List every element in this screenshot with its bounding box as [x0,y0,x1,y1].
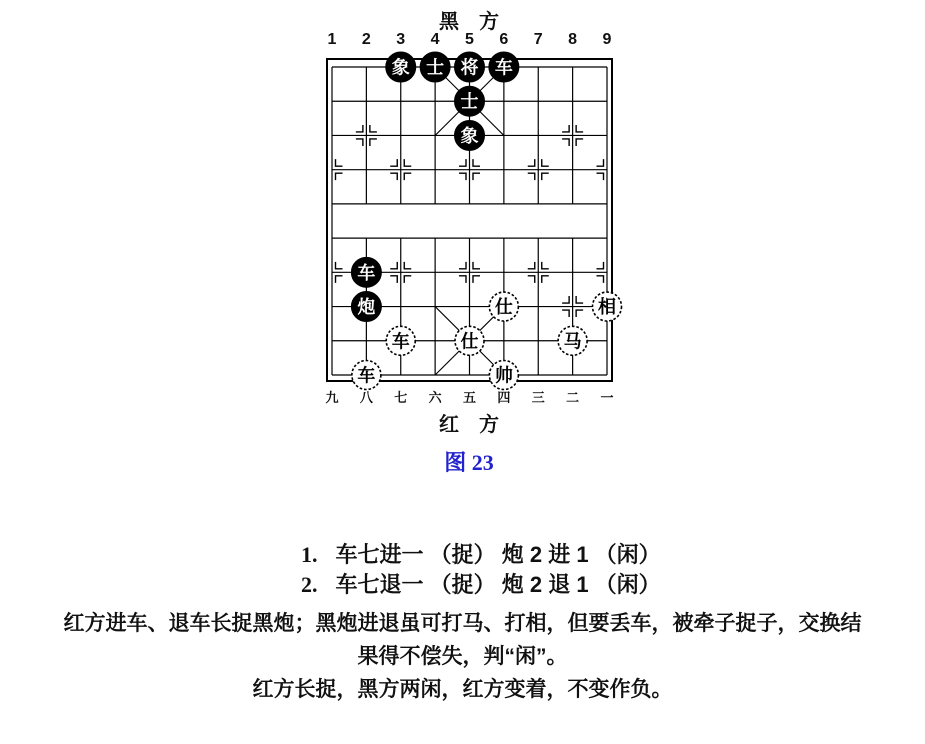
piece-black-elephant [455,120,485,150]
svg-text:车: 车 [357,262,376,283]
black-side-label: 黑 方 [439,11,499,33]
svg-text:相: 相 [598,297,616,318]
commentary-line: 红方进车、退车长捉黑炮；黑炮进退虽可打马、打相，但要丢车，被牵子捉子，交换结 [63,612,862,635]
move-number: 2. [301,572,318,597]
svg-text:车: 车 [391,331,410,352]
piece-black-elephant [386,52,416,82]
column-number: 五 [462,390,476,405]
column-number: 8 [568,31,578,48]
svg-text:车: 车 [494,57,513,78]
figure-caption: 图 23 [444,450,494,475]
piece-red-horse [558,326,587,355]
column-numbers-bottom [322,387,617,406]
column-number: 八 [359,390,373,405]
move-line [0,510,925,567]
svg-text:象: 象 [391,57,410,78]
piece-red-chariot [386,326,415,355]
piece-red-advisor [455,326,484,355]
svg-text:将: 将 [460,57,479,78]
piece-red-general [489,360,518,389]
svg-text:士: 士 [426,57,445,78]
piece-black-advisor [420,52,450,82]
move-text: 车七进一 （捉） 炮 2 进 1 （闲） [335,542,661,567]
piece-black-advisor [455,86,485,116]
column-number: 5 [465,31,474,48]
column-number: 一 [600,390,614,405]
piece-red-elephant [593,292,622,321]
commentary-line: 果得不偿失，判“闲”。 [357,645,568,668]
column-number: 九 [325,390,339,405]
column-number: 三 [531,390,545,405]
column-numbers-top [322,31,617,49]
column-number: 9 [602,31,612,48]
piece-red-advisor [489,292,518,321]
svg-text:士: 士 [460,91,479,112]
column-number: 二 [566,390,580,405]
svg-text:象: 象 [460,125,479,146]
piece-black-general [455,52,485,82]
svg-text:炮: 炮 [357,297,376,318]
column-number: 1 [327,31,337,48]
column-number: 7 [533,31,543,48]
column-number: 六 [428,390,442,405]
move-number: 1. [301,542,318,567]
piece-black-cannon [351,292,381,322]
piece-black-chariot [489,52,519,82]
column-number: 3 [396,31,406,48]
piece-red-chariot [352,360,381,389]
piece-black-chariot [351,257,381,287]
column-number: 四 [497,390,511,405]
svg-text:仕: 仕 [460,331,479,352]
commentary [0,607,925,706]
svg-text:车: 车 [357,365,376,386]
commentary-line: 红方长捉，黑方两闲，红方变着，不变作负。 [252,678,673,701]
xiangqi-board [316,48,624,393]
move-list [0,510,925,597]
red-side-label: 红 方 [439,414,499,436]
svg-text:马: 马 [563,331,582,352]
svg-text:仕: 仕 [494,297,513,318]
column-number: 4 [430,31,440,48]
column-number: 2 [361,31,371,48]
column-number: 6 [499,31,509,48]
column-number: 七 [394,390,408,405]
svg-text:帅: 帅 [494,365,513,386]
move-text: 车七退一 （捉） 炮 2 退 1 （闲） [335,572,661,597]
